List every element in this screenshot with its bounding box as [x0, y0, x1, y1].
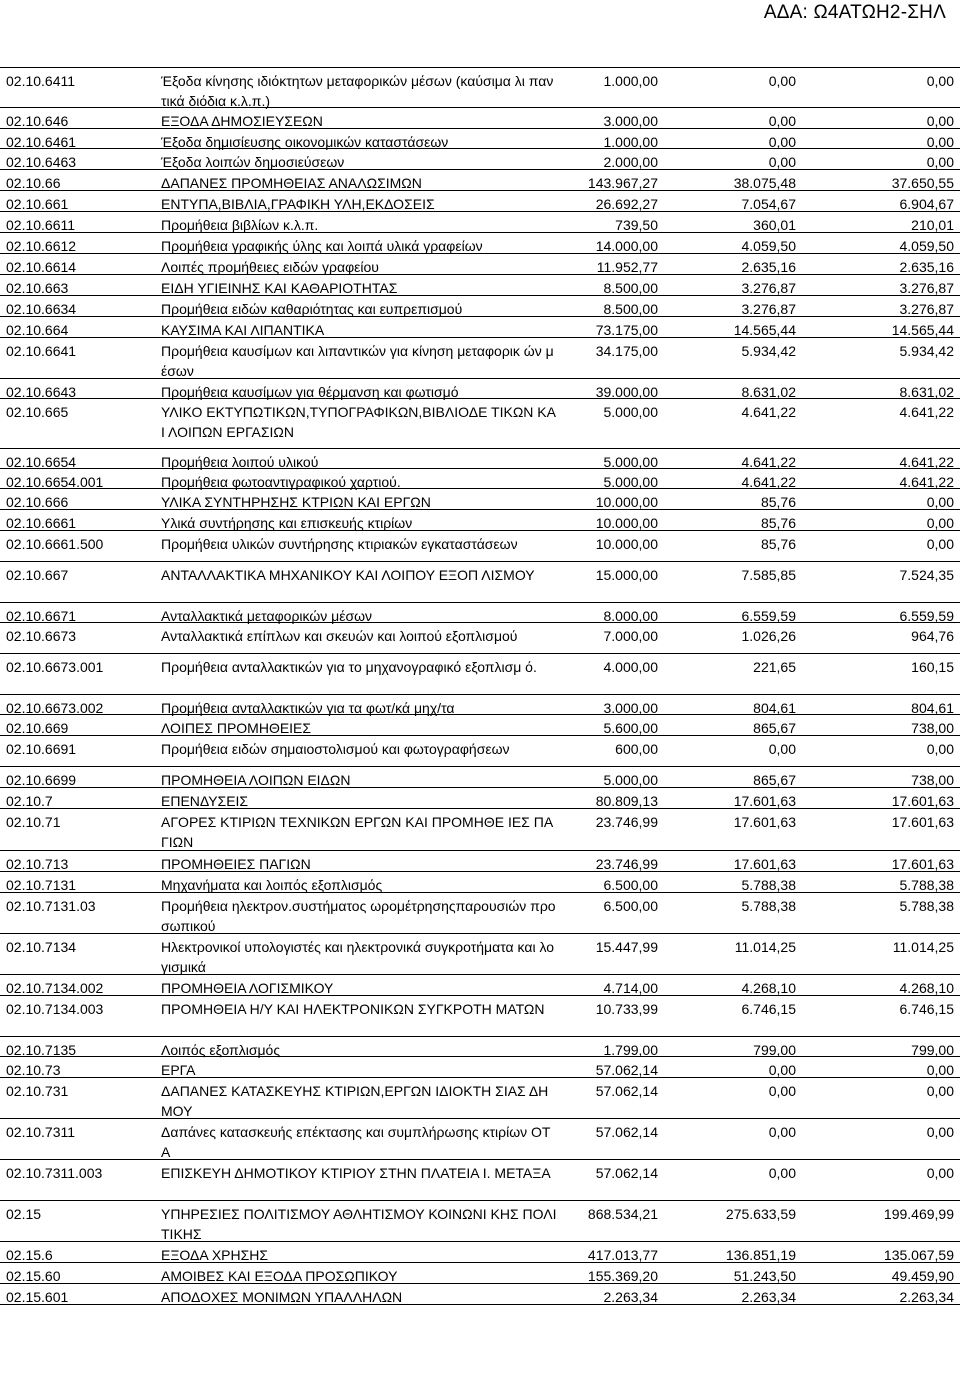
paid-amount: 4.641,22	[899, 404, 954, 420]
budget-amount: 8.500,00	[603, 280, 658, 296]
budget-amount: 11.952,77	[596, 259, 658, 275]
account-description: Προμήθεια ανταλλακτικών για τα φωτ/κά μηχ/τα	[161, 700, 455, 716]
account-code: 02.10.73	[6, 1062, 61, 1078]
paid-amount: 2.263,34	[899, 1289, 954, 1305]
budget-amount: 3.000,00	[603, 113, 658, 129]
account-code: 02.10.666	[6, 494, 69, 510]
account-code: 02.10.664	[6, 322, 69, 338]
account-code: 02.10.6411	[6, 73, 76, 89]
account-description: ΑΝΤΑΛΛΑΚΤΙΚΑ ΜΗΧΑΝΙΚΟΥ ΚΑΙ ΛΟΙΠΟΥ ΕΞΟΠ ΛΙΣΜΟΥ	[161, 567, 535, 583]
committed-amount: 221,65	[753, 659, 796, 675]
paid-amount: 2.635,16	[899, 259, 954, 275]
account-code: 02.10.7134.002	[6, 980, 104, 996]
table-row	[0, 1057, 960, 1078]
account-description: Προμήθεια καυσίμων και λιπαντικών για κίνηση μεταφορικ ών μέσων	[161, 343, 554, 379]
table-row	[0, 399, 960, 449]
account-code: 02.10.6671	[6, 608, 77, 624]
paid-amount: 4.641,22	[899, 474, 954, 490]
account-description: Προμήθεια υλικών συντήρησης κτιριακών εγκαταστάσεων	[161, 536, 518, 552]
account-description: ΔΑΠΑΝΕΣ ΚΑΤΑΣΚΕΥΗΣ ΚΤΙΡΙΩΝ,ΕΡΓΩΝ ΙΔΙΟΚΤΗ ΣΙΑΣ ΔΗΜΟΥ	[161, 1083, 549, 1119]
account-code: 02.15.601	[6, 1289, 69, 1305]
committed-amount: 1.026,26	[741, 628, 796, 644]
account-description: ΠΡΟΜΗΘΕΙΕΣ ΠΑΓΙΩΝ	[161, 856, 311, 872]
account-code: 02.10.669	[6, 720, 69, 736]
paid-amount: 17.601,63	[891, 856, 954, 872]
budget-amount: 39.000,00	[595, 384, 658, 400]
table-row	[0, 654, 960, 695]
committed-amount: 6.559,59	[741, 608, 796, 624]
committed-amount: 17.601,63	[733, 856, 796, 872]
table-row	[0, 809, 960, 851]
account-code: 02.15	[6, 1206, 42, 1222]
committed-amount: 0,00	[768, 154, 796, 170]
committed-amount: 865,67	[753, 720, 796, 736]
table-row	[0, 170, 960, 191]
account-code: 02.10.66	[6, 175, 61, 191]
budget-amount: 1.000,00	[603, 73, 658, 89]
account-description: Ανταλλακτικά επίπλων και σκευών και λοιπού εξοπλισμού	[161, 628, 518, 644]
table-row	[0, 379, 960, 399]
account-code: 02.10.6673.002	[6, 700, 104, 716]
paid-amount: 3.276,87	[899, 280, 954, 296]
table-row	[0, 872, 960, 893]
committed-amount: 0,00	[768, 1124, 796, 1140]
paid-amount: 7.524,35	[899, 567, 954, 583]
account-code: 02.10.665	[6, 404, 69, 420]
account-code: 02.10.6673	[6, 628, 77, 644]
table-row	[0, 1242, 960, 1263]
table-row	[0, 934, 960, 975]
paid-amount: 210,01	[911, 217, 954, 233]
account-description: Έξοδα δημισίευσης οικονομικών καταστάσεων	[161, 134, 449, 150]
account-description: ΕΡΓΑ	[161, 1062, 196, 1078]
budget-amount: 4.714,00	[603, 980, 658, 996]
account-code: 02.10.6661.500	[6, 536, 104, 552]
account-code: 02.10.6463	[6, 154, 77, 170]
committed-amount: 4.059,50	[741, 238, 796, 254]
paid-amount: 17.601,63	[891, 814, 954, 830]
paid-amount: 6.904,67	[899, 196, 954, 212]
paid-amount: 0,00	[926, 134, 954, 150]
budget-amount: 10.000,00	[595, 515, 658, 531]
account-description: ΚΑΥΣΙΜΑ ΚΑΙ ΛΙΠΑΝΤΙΚΑ	[161, 322, 325, 338]
budget-amount: 600,00	[615, 741, 658, 757]
account-description: Ηλεκτρονικοί υπολογιστές και ηλεκτρονικά συγκροτήματα και λογισμικά	[161, 939, 555, 975]
account-code: 02.10.7	[6, 793, 53, 809]
table-row	[0, 975, 960, 996]
account-code: 02.10.7134.003	[6, 1001, 104, 1017]
account-code: 02.15.6	[6, 1247, 53, 1263]
table-row	[0, 996, 960, 1037]
table-row	[0, 767, 960, 788]
account-description: ΕΞΟΔΑ ΔΗΜΟΣΙΕΥΣΕΩΝ	[161, 113, 323, 129]
committed-amount: 360,01	[753, 217, 796, 233]
account-description: ΑΜΟΙΒΕΣ ΚΑΙ ΕΞΟΔΑ ΠΡΟΣΩΠΙΚΟΥ	[161, 1268, 398, 1284]
account-description: Έξοδα λοιπών δημοσιεύσεων	[161, 154, 345, 170]
account-description: Λοιπός εξοπλισμός	[161, 1042, 281, 1058]
account-code: 02.10.7311	[6, 1124, 76, 1140]
committed-amount: 4.641,22	[741, 404, 796, 420]
committed-amount: 2.635,16	[741, 259, 796, 275]
account-code: 02.10.661	[6, 196, 69, 212]
budget-amount: 34.175,00	[595, 343, 658, 359]
budget-amount: 80.809,13	[595, 793, 658, 809]
committed-amount: 14.565,44	[733, 322, 796, 338]
budget-amount: 868.534,21	[587, 1206, 658, 1222]
account-code: 02.10.6641	[6, 343, 77, 359]
paid-amount: 0,00	[926, 154, 954, 170]
account-code: 02.10.6612	[6, 238, 77, 254]
budget-amount: 2.000,00	[603, 154, 658, 170]
budget-amount: 8.000,00	[603, 608, 658, 624]
table-row	[0, 1078, 960, 1119]
committed-amount: 865,67	[753, 772, 796, 788]
budget-amount: 155.369,20	[587, 1268, 658, 1284]
budget-amount: 1.000,00	[603, 134, 658, 150]
account-code: 02.10.713	[6, 856, 69, 872]
account-description: ΥΛΙΚΟ ΕΚΤΥΠΩΤΙΚΩΝ,ΤΥΠΟΓΡΑΦΙΚΩΝ,ΒΙΒΛΙΟΔΕ ΤΙΚΩΝ ΚΑΙ ΛΟΙΠΩΝ ΕΡΓΑΣΙΩΝ	[161, 404, 556, 440]
account-description: Προμήθεια ανταλλακτικών για το μηχανογραφικό εξοπλισμ ό.	[161, 659, 537, 675]
committed-amount: 5.934,42	[741, 343, 796, 359]
paid-amount: 5.788,38	[899, 898, 954, 914]
account-description: Δαπάνες κατασκευής επέκτασης και συμπλήρωσης κτιρίων ΟΤΑ	[161, 1124, 551, 1160]
table-row	[0, 603, 960, 623]
table-row	[0, 893, 960, 934]
budget-amount: 739,50	[615, 217, 658, 233]
table-row	[0, 469, 960, 489]
budget-amount: 14.000,00	[595, 238, 658, 254]
table-row	[0, 68, 960, 108]
account-code: 02.10.6461	[6, 134, 77, 150]
budget-amount: 15.447,99	[595, 939, 658, 955]
budget-amount: 10.000,00	[595, 494, 658, 510]
ada-header: ΑΔΑ: Ω4ΑΤΩΗ2-ΣΗΛ	[763, 2, 946, 23]
account-code: 02.10.663	[6, 280, 69, 296]
budget-table	[0, 67, 960, 1305]
account-description: ΛΟΙΠΕΣ ΠΡΟΜΗΘΕΙΕΣ	[161, 720, 312, 736]
table-row	[0, 233, 960, 254]
committed-amount: 799,00	[753, 1042, 796, 1058]
paid-amount: 964,76	[911, 628, 954, 644]
table-row	[0, 510, 960, 531]
budget-amount: 5.000,00	[603, 454, 658, 470]
budget-amount: 5.000,00	[603, 404, 658, 420]
table-row	[0, 531, 960, 562]
table-row	[0, 489, 960, 510]
paid-amount: 0,00	[926, 494, 954, 510]
committed-amount: 5.788,38	[741, 898, 796, 914]
account-code: 02.15.60	[6, 1268, 61, 1284]
account-description: ΠΡΟΜΗΘΕΙΑ Η/Υ ΚΑΙ ΗΛΕΚΤΡΟΝΙΚΩΝ ΣΥΓΚΡΟΤΗ ΜΑΤΩΝ	[161, 1001, 545, 1017]
account-description: Προμήθεια ηλεκτρον.συστήματος ωρομέτρησηςπαρουσιών προσωπικού	[161, 898, 556, 934]
committed-amount: 3.276,87	[741, 301, 796, 317]
budget-amount: 2.263,34	[603, 1289, 658, 1305]
paid-amount: 0,00	[926, 1165, 954, 1181]
table-row	[0, 191, 960, 212]
committed-amount: 0,00	[768, 134, 796, 150]
budget-amount: 3.000,00	[603, 700, 658, 716]
account-code: 02.10.7131	[6, 877, 77, 893]
committed-amount: 0,00	[768, 73, 796, 89]
account-description: Λοιπές προμήθειες ειδών γραφείου	[161, 259, 379, 275]
budget-amount: 1.799,00	[603, 1042, 658, 1058]
budget-amount: 8.500,00	[603, 301, 658, 317]
account-description: ΕΞΟΔΑ ΧΡΗΣΗΣ	[161, 1247, 269, 1263]
committed-amount: 4.641,22	[741, 474, 796, 490]
paid-amount: 0,00	[926, 1083, 954, 1099]
committed-amount: 11.014,25	[734, 939, 796, 955]
account-code: 02.10.6654	[6, 454, 77, 470]
paid-amount: 4.641,22	[899, 454, 954, 470]
paid-amount: 14.565,44	[891, 322, 954, 338]
paid-amount: 5.934,42	[899, 343, 954, 359]
paid-amount: 799,00	[911, 1042, 954, 1058]
committed-amount: 2.263,34	[741, 1289, 796, 1305]
committed-amount: 85,76	[760, 494, 796, 510]
account-description: Προμήθεια γραφικής ύλης και λοιπά υλικά γραφείων	[161, 238, 483, 254]
paid-amount: 738,00	[911, 720, 954, 736]
table-row	[0, 788, 960, 809]
paid-amount: 6.746,15	[899, 1001, 954, 1017]
budget-amount: 5.000,00	[603, 474, 658, 490]
budget-amount: 23.746,99	[595, 856, 658, 872]
account-description: Υλικά συντήρησης και επισκευής κτιρίων	[161, 515, 413, 531]
account-description: Προμήθεια βιβλίων κ.λ.π.	[161, 217, 319, 233]
table-row	[0, 695, 960, 715]
account-description: ΕΝΤΥΠΑ,ΒΙΒΛΙΑ,ΓΡΑΦΙΚΗ ΥΛΗ,ΕΚΔΟΣΕΙΣ	[161, 196, 435, 212]
table-row	[0, 1037, 960, 1057]
paid-amount: 804,61	[911, 700, 954, 716]
committed-amount: 136.851,19	[725, 1247, 796, 1263]
account-code: 02.10.646	[6, 113, 69, 129]
paid-amount: 0,00	[926, 1124, 954, 1140]
committed-amount: 5.788,38	[741, 877, 796, 893]
committed-amount: 0,00	[768, 741, 796, 757]
table-row	[0, 129, 960, 149]
account-code: 02.10.6691	[6, 741, 77, 757]
committed-amount: 3.276,87	[741, 280, 796, 296]
committed-amount: 51.243,50	[733, 1268, 796, 1284]
account-code: 02.10.6661	[6, 515, 77, 531]
table-row	[0, 1119, 960, 1160]
table-row	[0, 296, 960, 317]
table-row	[0, 736, 960, 767]
paid-amount: 0,00	[926, 536, 954, 552]
budget-amount: 15.000,00	[595, 567, 658, 583]
account-description: Ανταλλακτικά μεταφορικών μέσων	[161, 608, 373, 624]
account-description: ΔΑΠΑΝΕΣ ΠΡΟΜΗΘΕΙΑΣ ΑΝΑΛΩΣΙΜΩΝ	[161, 175, 422, 191]
committed-amount: 7.585,85	[741, 567, 796, 583]
table-row	[0, 108, 960, 129]
table-row	[0, 212, 960, 233]
account-description: Προμήθεια φωτοαντιγραφικού χαρτιού.	[161, 474, 401, 490]
account-description: Προμήθεια ειδών σημαιοστολισμού και φωτογραφήσεων	[161, 741, 510, 757]
account-code: 02.10.6611	[6, 217, 76, 233]
account-code: 02.10.7134	[6, 939, 77, 955]
account-description: Μηχανήματα και λοιπός εξοπλισμός	[161, 877, 383, 893]
account-description: ΑΠΟΔΟΧΕΣ ΜΟΝΙΜΩΝ ΥΠΑΛΛΗΛΩΝ	[161, 1289, 403, 1305]
paid-amount: 0,00	[926, 1062, 954, 1078]
committed-amount: 85,76	[760, 536, 796, 552]
account-description: ΕΠΕΝΔΥΣΕΙΣ	[161, 793, 249, 809]
paid-amount: 4.059,50	[899, 238, 954, 254]
committed-amount: 8.631,02	[741, 384, 796, 400]
account-code: 02.10.7135	[6, 1042, 77, 1058]
paid-amount: 4.268,10	[899, 980, 954, 996]
table-row	[0, 338, 960, 379]
account-code: 02.10.71	[6, 814, 61, 830]
committed-amount: 0,00	[768, 113, 796, 129]
committed-amount: 275.633,59	[725, 1206, 796, 1222]
committed-amount: 4.641,22	[741, 454, 796, 470]
account-code: 02.10.7131.03	[6, 898, 96, 914]
table-row	[0, 317, 960, 338]
paid-amount: 135.067,59	[883, 1247, 954, 1263]
budget-amount: 57.062,14	[595, 1062, 658, 1078]
account-code: 02.10.667	[6, 567, 69, 583]
paid-amount: 0,00	[926, 515, 954, 531]
table-row	[0, 623, 960, 654]
account-description: ΕΠΙΣΚΕΥΗ ΔΗΜΟΤΙΚΟΥ ΚΤΙΡΙΟΥ ΣΤΗΝ ΠΛΑΤΕΙΑ Ι. ΜΕΤΑΞΑ	[161, 1165, 551, 1181]
table-row	[0, 1160, 960, 1201]
paid-amount: 199.469,99	[883, 1206, 954, 1222]
paid-amount: 11.014,25	[892, 939, 954, 955]
budget-amount: 6.500,00	[603, 898, 658, 914]
table-row	[0, 1263, 960, 1284]
account-code: 02.10.6654.001	[6, 474, 104, 490]
account-code: 02.10.7311.003	[6, 1165, 103, 1181]
table-row	[0, 562, 960, 603]
account-code: 02.10.731	[6, 1083, 69, 1099]
budget-amount: 143.967,27	[587, 175, 658, 191]
paid-amount: 160,15	[911, 659, 954, 675]
paid-amount: 6.559,59	[899, 608, 954, 624]
paid-amount: 8.631,02	[899, 384, 954, 400]
committed-amount: 0,00	[768, 1083, 796, 1099]
budget-amount: 57.062,14	[595, 1124, 658, 1140]
account-description: ΠΡΟΜΗΘΕΙΑ ΛΟΓΙΣΜΙΚΟΥ	[161, 980, 334, 996]
budget-amount: 417.013,77	[587, 1247, 658, 1263]
budget-amount: 23.746,99	[595, 814, 658, 830]
paid-amount: 0,00	[926, 741, 954, 757]
paid-amount: 738,00	[911, 772, 954, 788]
paid-amount: 3.276,87	[899, 301, 954, 317]
account-description: Έξοδα κίνησης ιδιόκτητων μεταφορικών μέσων (καύσιμα λι παντικά διόδια κ.λ.π.)	[161, 73, 554, 109]
table-row	[0, 275, 960, 296]
committed-amount: 0,00	[768, 1062, 796, 1078]
committed-amount: 38.075,48	[733, 175, 796, 191]
paid-amount: 17.601,63	[891, 793, 954, 809]
budget-amount: 26.692,27	[595, 196, 658, 212]
budget-amount: 10.733,99	[595, 1001, 658, 1017]
committed-amount: 4.268,10	[741, 980, 796, 996]
budget-amount: 6.500,00	[603, 877, 658, 893]
table-row	[0, 449, 960, 469]
budget-amount: 4.000,00	[603, 659, 658, 675]
account-code: 02.10.6673.001	[6, 659, 104, 675]
account-description: Προμήθεια καυσίμων για θέρμανση και φωτισμό	[161, 384, 459, 400]
account-code: 02.10.6699	[6, 772, 77, 788]
table-row	[0, 1284, 960, 1305]
budget-amount: 10.000,00	[595, 536, 658, 552]
account-code: 02.10.6634	[6, 301, 77, 317]
account-description: Προμήθεια λοιπού υλικού	[161, 454, 319, 470]
account-description: ΠΡΟΜΗΘΕΙΑ ΛΟΙΠΩΝ ΕΙΔΩΝ	[161, 772, 351, 788]
budget-amount: 5.600,00	[603, 720, 658, 736]
account-description: ΑΓΟΡΕΣ ΚΤΙΡΙΩΝ ΤΕΧΝΙΚΩΝ ΕΡΓΩΝ ΚΑΙ ΠΡΟΜΗΘΕ ΙΕΣ ΠΑΓΙΩΝ	[161, 814, 554, 850]
committed-amount: 7.054,67	[741, 196, 796, 212]
committed-amount: 85,76	[760, 515, 796, 531]
budget-amount: 73.175,00	[595, 322, 658, 338]
table-row	[0, 851, 960, 872]
paid-amount: 5.788,38	[899, 877, 954, 893]
paid-amount: 49.459,90	[891, 1268, 954, 1284]
budget-amount: 7.000,00	[603, 628, 658, 644]
table-row	[0, 149, 960, 170]
account-description: ΥΠΗΡΕΣΙΕΣ ΠΟΛΙΤΙΣΜΟΥ ΑΘΛΗΤΙΣΜΟΥ ΚΟΙΝΩΝΙ ΚΗΣ ΠΟΛΙΤΙΚΗΣ	[161, 1206, 557, 1242]
committed-amount: 6.746,15	[741, 1001, 796, 1017]
paid-amount: 0,00	[926, 73, 954, 89]
table-row	[0, 1201, 960, 1242]
table-row	[0, 715, 960, 736]
paid-amount: 37.650,55	[891, 175, 954, 191]
committed-amount: 0,00	[768, 1165, 796, 1181]
paid-amount: 0,00	[926, 113, 954, 129]
account-code: 02.10.6643	[6, 384, 77, 400]
committed-amount: 804,61	[753, 700, 796, 716]
committed-amount: 17.601,63	[733, 793, 796, 809]
account-description: ΕΙΔΗ ΥΓΙΕΙΝΗΣ ΚΑΙ ΚΑΘΑΡΙΟΤΗΤΑΣ	[161, 280, 398, 296]
committed-amount: 17.601,63	[733, 814, 796, 830]
budget-amount: 5.000,00	[603, 772, 658, 788]
account-description: ΥΛΙΚΑ ΣΥΝΤΗΡΗΣΗΣ ΚΤΡΙΩΝ ΚΑΙ ΕΡΓΩΝ	[161, 494, 431, 510]
budget-amount: 57.062,14	[595, 1165, 658, 1181]
account-description: Προμήθεια ειδών καθαριότητας και ευπρεπισμού	[161, 301, 463, 317]
table-row	[0, 254, 960, 275]
account-code: 02.10.6614	[6, 259, 77, 275]
budget-amount: 57.062,14	[595, 1083, 658, 1099]
